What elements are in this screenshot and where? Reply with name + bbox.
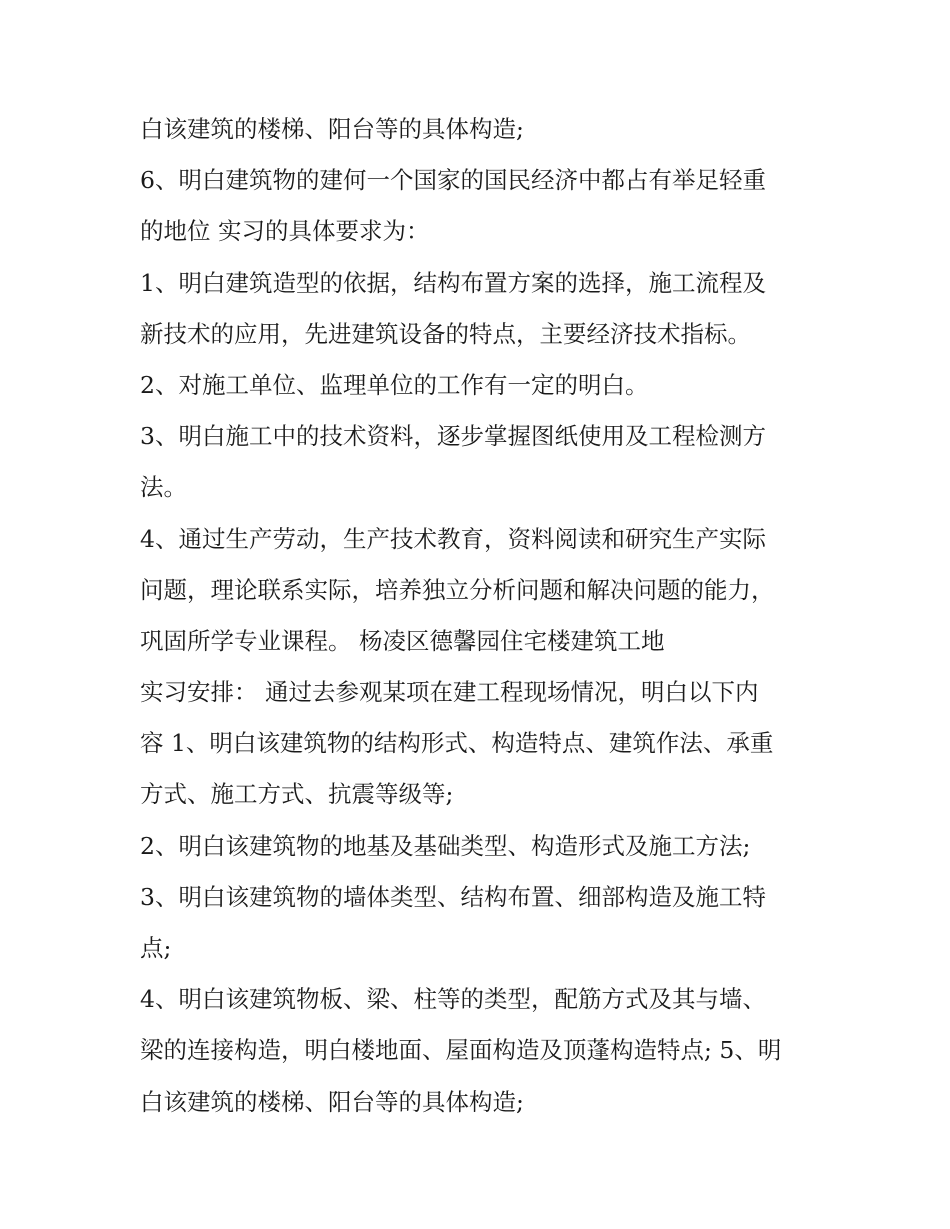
text-line: 2、对施工单位、监理单位的工作有一定的明白。 [140,370,649,399]
body-text [140,104,830,1128]
text-line: 方式、施工方式、抗震等级等; [140,780,454,809]
text-line: 3、明白施工中的技术资料，逐步掌握图纸使用及工程检测方 [140,422,766,451]
text-line: 容 1、明白该建筑物的结构形式、构造特点、建筑作法、承重 [140,729,774,758]
text-line: 3、明白该建筑物的墙体类型、结构布置、细部构造及施工特 [140,882,766,911]
text-line: 1、明白建筑造型的依据，结构布置方案的选择，施工流程及 [140,268,766,297]
text-line: 巩固所学专业课程。 杨凌区德馨园住宅楼建筑工地 [140,626,665,655]
text-line: 问题，理论联系实际，培养独立分析问题和解决问题的能力， [140,575,775,604]
text-line: 点; [140,934,172,962]
text-line: 白该建筑的楼梯、阳台等的具体构造; [140,1087,524,1116]
text-line: 实习安排： 通过去参观某项在建工程现场情况，明白以下内 [140,678,759,707]
text-line: 4、通过生产劳动，生产技术教育，资料阅读和研究生产实际 [140,524,766,553]
text-line: 新技术的应用，先进建筑设备的特点，主要经济技术指标。 [140,319,751,348]
text-line: 6、明白建筑物的建何一个国家的国民经济中都占有举足轻重 [140,166,766,195]
text-line: 2、明白该建筑物的地基及基础类型、构造形式及施工方法; [140,831,751,860]
text-line: 梁的连接构造，明白楼地面、屋面构造及顶蓬构造特点; 5、明 [140,1036,782,1065]
text-line: 的地位 实习的具体要求为： [140,217,430,246]
text-line: 法。 [140,473,187,502]
text-line: 4、明白该建筑物板、梁、柱等的类型，配筋方式及其与墙、 [140,985,766,1014]
text-line: 白该建筑的楼梯、阳台等的具体构造; [140,115,524,143]
